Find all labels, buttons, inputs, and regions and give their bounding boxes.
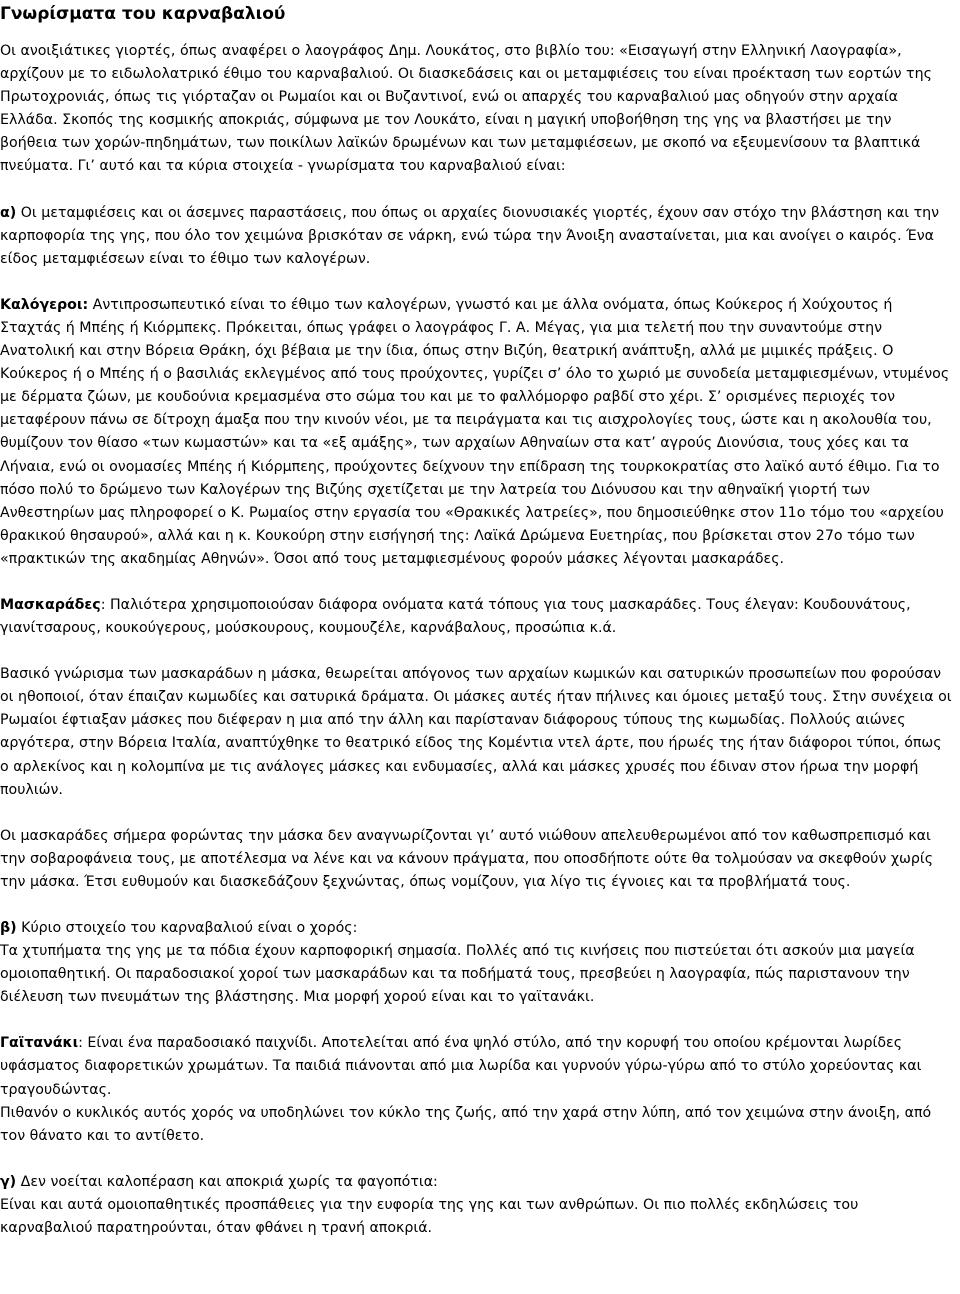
section-a-paragraph bbox=[0, 202, 952, 271]
gaitanaki-label: Γαϊτανάκι bbox=[0, 1035, 79, 1052]
kalogeroi-label: Καλόγεροι: bbox=[0, 296, 89, 313]
section-b-label: β) bbox=[0, 920, 17, 936]
section-c-heading: Δεν νοείται καλοπέραση και αποκριά χωρίς τα φαγοπότια: bbox=[16, 1173, 438, 1190]
today-paragraph: Οι μασκαράδες σήμερα φορώντας την μάσκα δεν αναγνωρίζονται γι’ αυτό νιώθουν απελευθερωμένοι από τον καθωσπρεπισμό και την σοβαροφάνεια τους, με αποτέλεσμα να λένε και να κάνουν πράγματα, που οποσδήποτε ούτε θα τολμούσαν να σκεφθούν χωρίς την μάσκα. Έτσι ευθυμούν και διασκεδάζουν ξεχνώντας, όπως νομίζουν, για λίγο τις έγνοιες και τα προβλήματά τους. bbox=[0, 827, 934, 890]
kalogeroi-text: Αντιπροσωπευτικό είναι το έθιμο των καλογέρων, γνωστό και με άλλα ονόματα, όπως Κούκερος ή Χούχουτος ή Σταχτάς ή Μπέης ή Κιόρμπεκς. Πρόκειται, όπως γράφει ο λαογράφος Γ. Α. Μέγας, για μια τελετή που την συναντούμε στην Ανατολική και στην Βόρεια Θράκη, όχι βέβαια με την ίδια, όπως στην Βιζύη, θεατρική ανάπτυξη, αλλά με μιμικές πράξεις. Ο Κούκερος ή ο Μπέης ή ο βασιλιάς εκλεγμένος από τους προύχοντες, γυρίζει σ’ όλο το χωριό με συνοδεία μεταμφιεσμένων, ντυμένος με δέρματα ζώων, με κουδούνια κρεμασμένα στο σώμα του και με το φαλλόμορφο ραβδί στο χέρι. Σ’ ορισμένες περιοχές τον μεταφέρουν πάνω σε δίτροχη άμαξα που την κινούν νέοι, με τα πειράγματα και τις αισχρολογίες τους, ώστε και η ακολουθία του, θυμίζουν τον θίασο «των κωμαστών» και τα «εξ αμάξης», των αρχαίων Αθηναίων στα κατ’ αγρούς Διονύσια, τους χόες και τα Λήναια, ενώ οι ονομασίες Μπέης ή Κιόρμπεης, προύχοντες δείχνουν την επίδραση της τουρκοκρατίας στο λαϊκό αυτό έθιμο. Για το πόσο πολύ το δρώμενο των Καλογέρων της Βιζύης σχετίζεται με την λατρεία του Διόνυσου και την αθηναϊκή γιορτή των Ανθεστηρίων μας πληροφορεί ο Κ. Ρωμαίος στην εργασία του «Θρακικές λατρείες», που δημοσιεύθηκε στον 11ο τόμο του «αρχείου θρακικού θησαυρού», αλλά και η κ. Κουκούρη στην εισήγησή της: Λαϊκά Δρώμενα Ευετηρίας, που βρίσκεται στον 27ο τόμο των «πρακτικών της ακαδημίας Αθηνών». Όσοι από τους μεταμφιεσμένους φορούν μάσκες λέγονται μασκαράδες. bbox=[0, 296, 950, 567]
maskarades-label: Μασκαράδες bbox=[0, 596, 101, 613]
section-a-text: Οι μεταμφιέσεις και οι άσεμνες παραστάσεις, που όπως οι αρχαίες διονυσιακές γιορτές, έχουν σαν στόχο την βλάστηση και την καρποφορία της γης, που όλο τον χειμώνα βρισκόταν σε νάρκη, ενώ τώρα την Άνοιξη ανασταίνεται, μια και ανοίγει ο καιρός. Ένα είδος μεταμφιέσεων είναι το έθιμο των καλογέρων. bbox=[0, 204, 940, 267]
section-c-text: Είναι και αυτά ομοιοπαθητικές προσπάθειες για την ευφορία της γης και των ανθρώπων. Οι πιο πολλές εκδηλώσεις του καρναβαλιού παρατηρούνται, όταν φθάνει η τρανή αποκριά. bbox=[0, 1196, 859, 1237]
kalogeroi-paragraph bbox=[0, 294, 952, 571]
page-title: Γνωρίσματα του καρναβαλιού bbox=[0, 4, 286, 24]
section-b-paragraph bbox=[0, 917, 952, 1009]
section-b-heading: Κύριο στοιχείο του καρναβαλιού είναι ο χορός: bbox=[16, 920, 358, 936]
intro-paragraph: Οι ανοιξιάτικες γιορτές, όπως αναφέρει ο λαογράφος Δημ. Λουκάτος, στο βιβλίο του: «Εισαγωγή στην Ελληνική Λαογραφία», αρχίζουν με το ειδωλολατρικό έθιμο του καρναβαλιού. Οι διασκεδάσεις και οι μεταμφιέσεις του είναι προέκταση των εορτών της Πρωτοχρονιάς, όπως τις γιόρταζαν οι Ρωμαίοι και οι Βυζαντινοί, ενώ οι απαρχές του καρναβαλιού μας οδηγούν στην αρχαία Ελλάδα. Σκοπός της κοσμικής αποκριάς, σύμφωνα με τον Λουκάτο, είναι η μαγική υποβοήθηση της γης να βλαστήσει με την βοήθεια των χορών-πηδημάτων, των ποικίλων λαϊκών δρωμένων και των μεταμφιέσεων, με σκοπό να εξευμενίσουν τα βλαπτικά πνεύματα. Γι’ αυτό και τα κύρια στοιχεία - γνωρίσματα του καρναβαλιού είναι: bbox=[0, 43, 932, 175]
section-a-label: α) bbox=[0, 204, 17, 221]
gaitanaki-paragraph bbox=[0, 1032, 952, 1101]
mask-paragraph: Βασικό γνώρισμα των μασκαράδων η μάσκα, θεωρείται απόγονος των αρχαίων κωμικών και σατυρικών προσωπείων που φορούσαν οι ηθοποιοί, όταν έπαιζαν κωμωδίες και σατυρικά δράματα. Οι μάσκες αυτές ήταν πήλινες και όμοιες μεταξύ τους. Στην συνέχεια οι Ρωμαίοι έφτιαξαν μάσκες που διέφεραν η μια από την άλλη και παρίσταναν διάφορους τύπους της κωμωδίας. Πολλούς αιώνες αργότερα, στην Βόρεια Ιταλία, αναπτύχθηκε το θεατρικό είδος της Κομέντια ντελ άρτε, που ήρωές της ήταν διάφοροι τύποι, όπως ο αρλεκίνος και η κολομπίνα με τις ανάλογες μάσκες και ενδυμασίες, αλλά και μάσκες χρυσές που έδιναν στον ήρωα την μορφή πουλιών. bbox=[0, 666, 952, 798]
gaitanaki-text: : Είναι ένα παραδοσιακό παιχνίδι. Αποτελείται από ένα ψηλό στύλο, από την κορυφή του οποίου κρέμονται λωρίδες υφάσματος διαφορετικών χρωμάτων. Τα παιδιά πιάνονται από μια λωρίδα και γυρνούν γύρω-γύρω από το στύλο χορεύοντας και τραγουδώντας. bbox=[0, 1035, 922, 1098]
section-b-text: Τα χτυπήματα της γης με τα πόδια έχουν καρποφορική σημασία. Πολλές από τις κινήσεις που πιστεύεται ότι ασκούν μια μαγεία ομοιοπαθητική. Οι παραδοσιακοί χοροί των μασκαράδων και τα ποδήματά τους, πρεσβεύει η λαογραφία, πώς παριστανουν την διέλευση των πνευμάτων της βλάστησης. Μια μορφή χορού είναι και το γαϊτανάκι. bbox=[0, 943, 915, 1006]
section-c-paragraph bbox=[0, 1171, 952, 1240]
maskarades-paragraph bbox=[0, 594, 952, 640]
maskarades-text: : Παλιότερα χρησιμοποιούσαν διάφορα ονόματα κατά τόπους για τους μασκαράδες. Τους έλεγαν: Κουδουνάτους, γιανίτσαρους, κουκούγερους, μούσκουρους, κουμουζέλε, καρνάβαλους, προσώπια κ.ά. bbox=[0, 596, 911, 637]
section-c-label: γ) bbox=[0, 1173, 17, 1190]
gaitanaki-paragraph-2: Πιθανόν ο κυκλικός αυτός χορός να υποδηλώνει τον κύκλο της ζωής, από την χαρά στην λύπη, από τον χειμώνα στην άνοιξη, από τον θάνατο και το αντίθετο. bbox=[0, 1104, 932, 1144]
